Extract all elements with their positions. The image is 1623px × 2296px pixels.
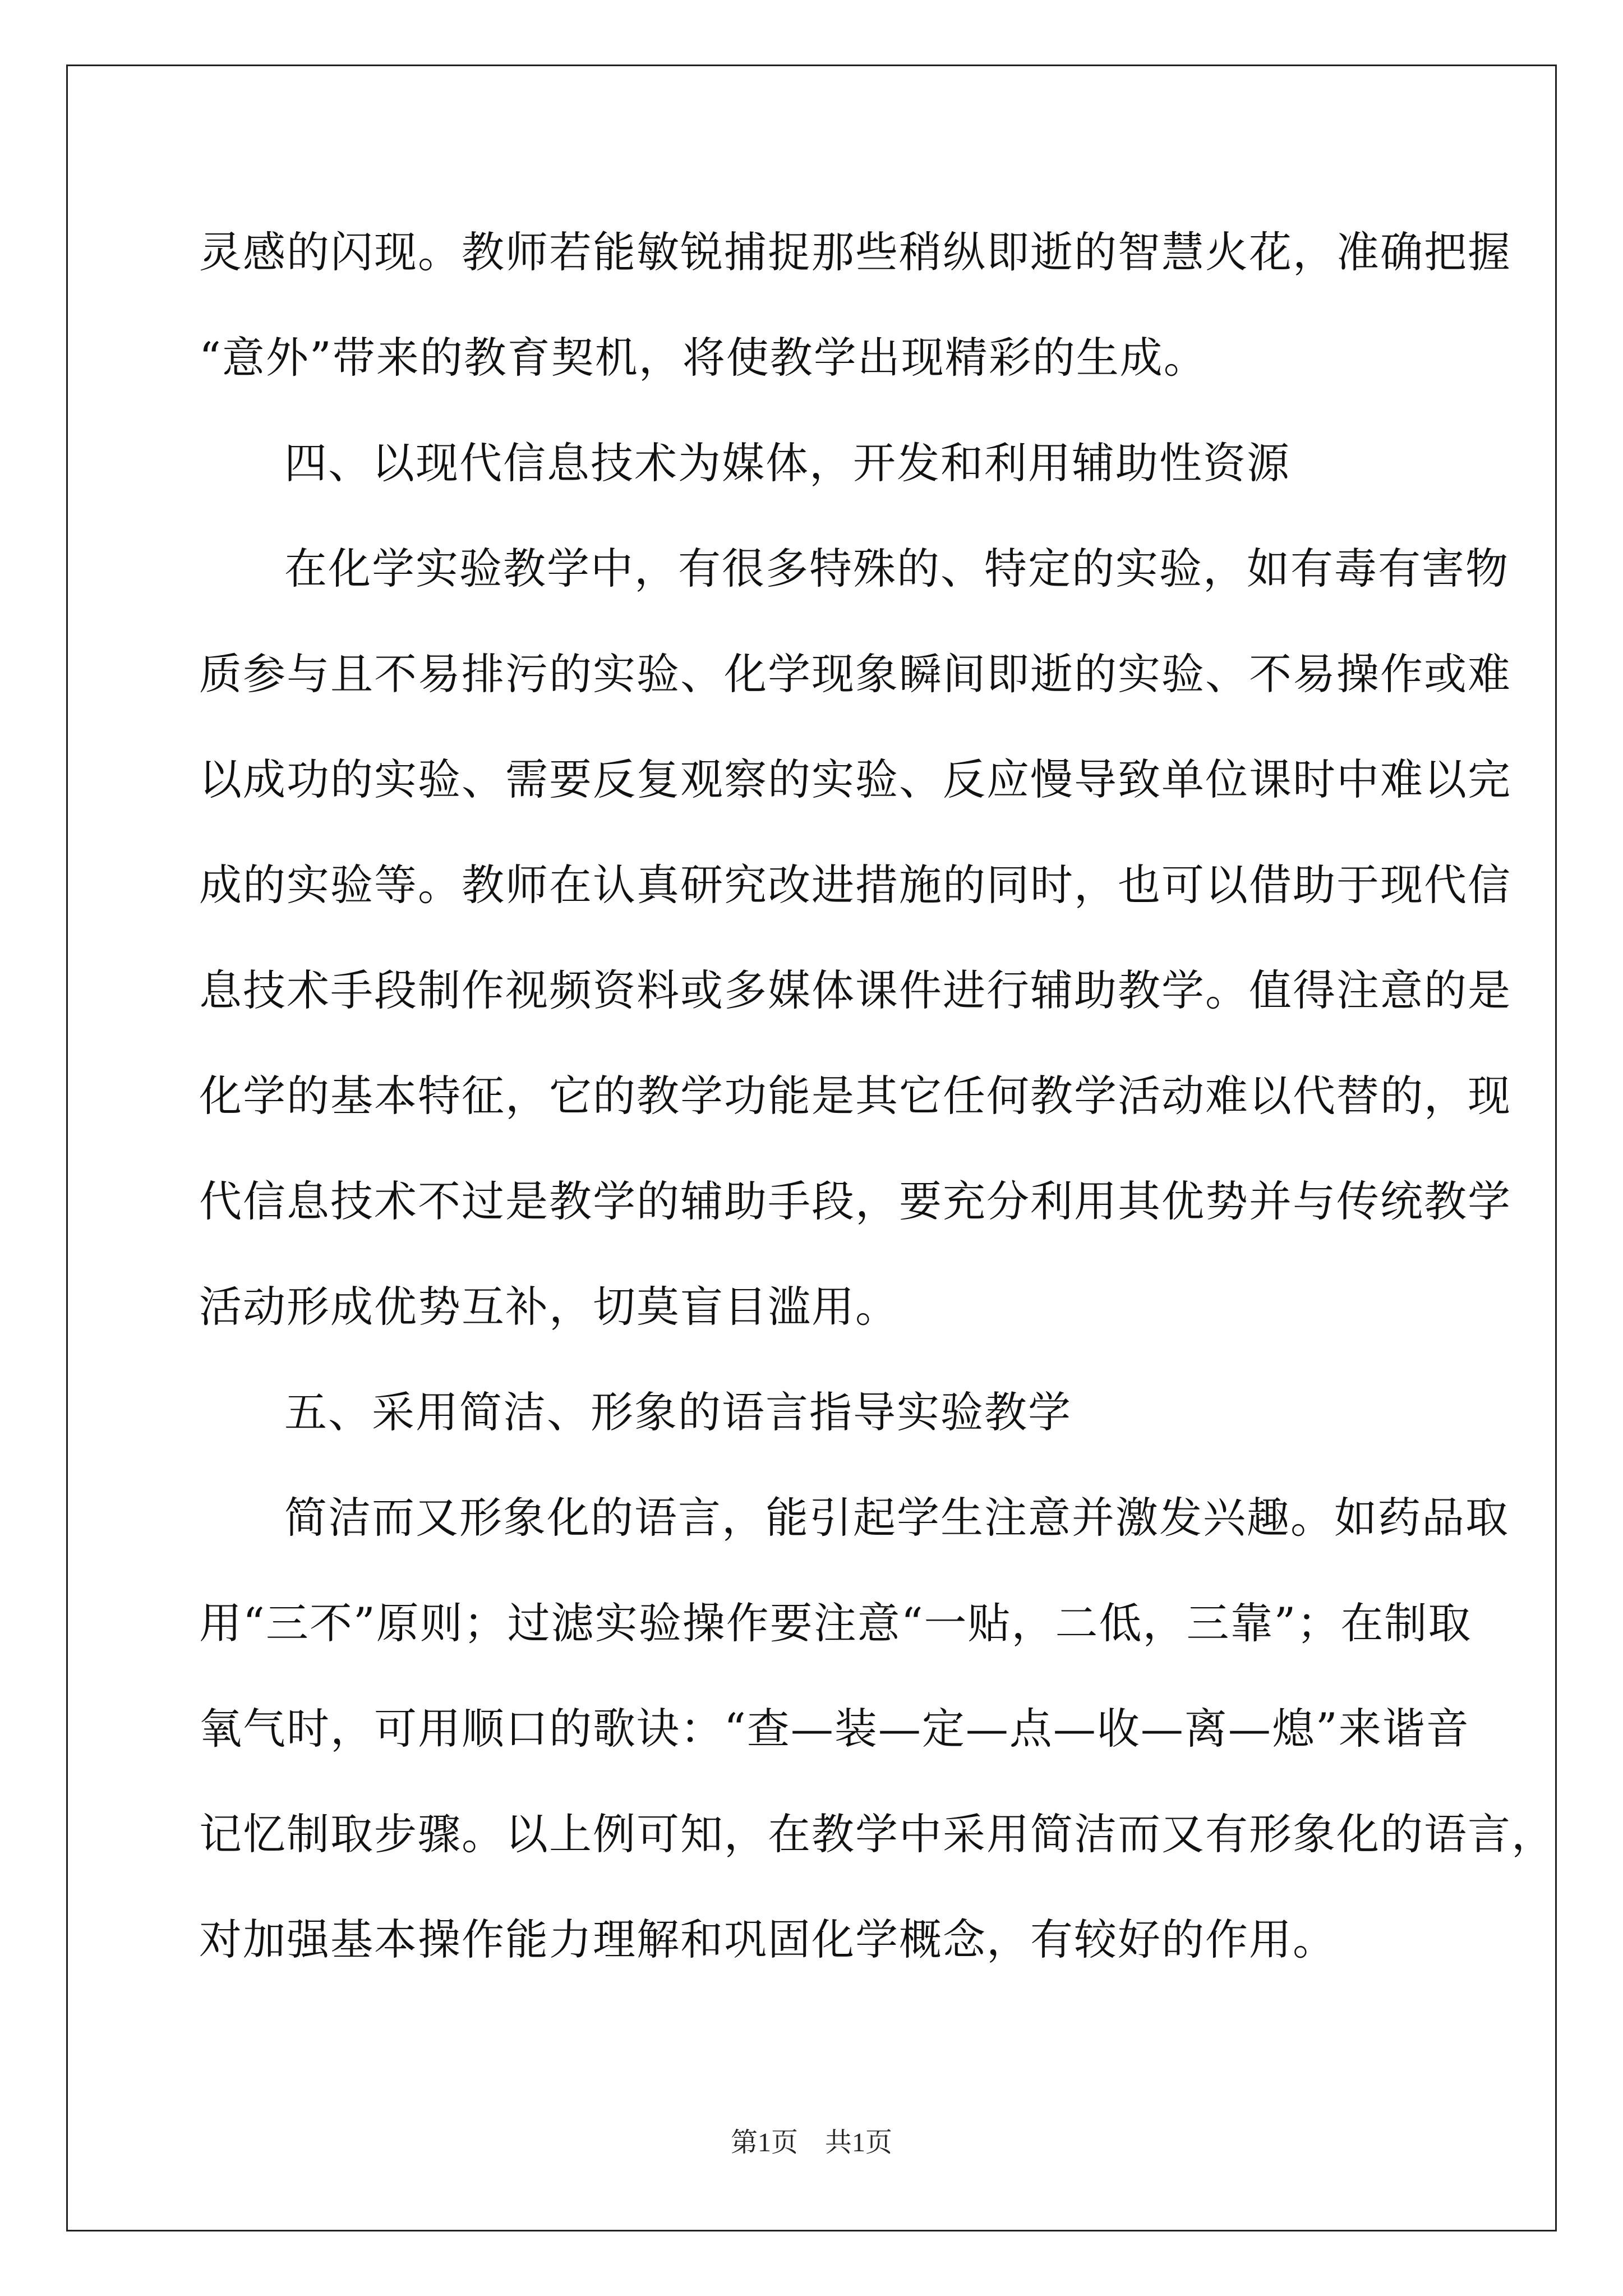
paragraph-line: 简洁而又形象化的语言，能引起学生注意并激发兴趣。如药品取 — [284, 1493, 1509, 1543]
section-heading-four: 四、以现代信息技术为媒体，开发和利用辅助性资源 — [284, 438, 1290, 488]
section-heading-five: 五、采用简洁、形象的语言指导实验教学 — [284, 1387, 1072, 1437]
paragraph-line: “意外”带来的教育契机，将使教学出现精彩的生成。 — [199, 333, 1207, 383]
paragraph-line: 氧气时，可用顺口的歌诀：“查—装—定—点—收—离—熄”来谐音 — [199, 1704, 1470, 1754]
paragraph-line: 成的实验等。教师在认真研究改进措施的同时，也可以借助于现代信 — [199, 860, 1511, 910]
paragraph-line: 化学的基本特征，它的教学功能是其它任何教学活动难以代替的，现 — [199, 1071, 1511, 1121]
paragraph-line: 在化学实验教学中，有很多特殊的、特定的实验，如有毒有害物 — [284, 544, 1509, 593]
paragraph-line: 代信息技术不过是教学的辅助手段，要充分利用其优势并与传统教学 — [199, 1176, 1511, 1226]
page-footer: 第1页 共1页 — [730, 2128, 892, 2157]
paragraph-line: 以成功的实验、需要反复观察的实验、反应慢导致单位课时中难以完 — [199, 754, 1511, 804]
paragraph-line: 息技术手段制作视频资料或多媒体课件进行辅助教学。值得注意的是 — [199, 965, 1511, 1015]
paragraph-line: 对加强基本操作能力理解和巩固化学概念，有较好的作用。 — [199, 1915, 1336, 1964]
paragraph-line: 用“三不”原则；过滤实验操作要注意“一贴，二低，三靠”；在制取 — [199, 1598, 1472, 1648]
document-body — [199, 208, 1555, 2000]
paragraph-line: 质参与且不易排污的实验、化学现象瞬间即逝的实验、不易操作或难 — [199, 649, 1511, 699]
paragraph-line: 活动形成优势互补，切莫盲目滥用。 — [199, 1282, 899, 1332]
paragraph-line: 灵感的闪现。教师若能敏锐捕捉那些稍纵即逝的智慧火花，准确把握 — [199, 227, 1511, 277]
paragraph-line: 记忆制取步骤。以上例可知，在教学中采用简洁而又有形象化的语言， — [199, 1809, 1555, 1859]
